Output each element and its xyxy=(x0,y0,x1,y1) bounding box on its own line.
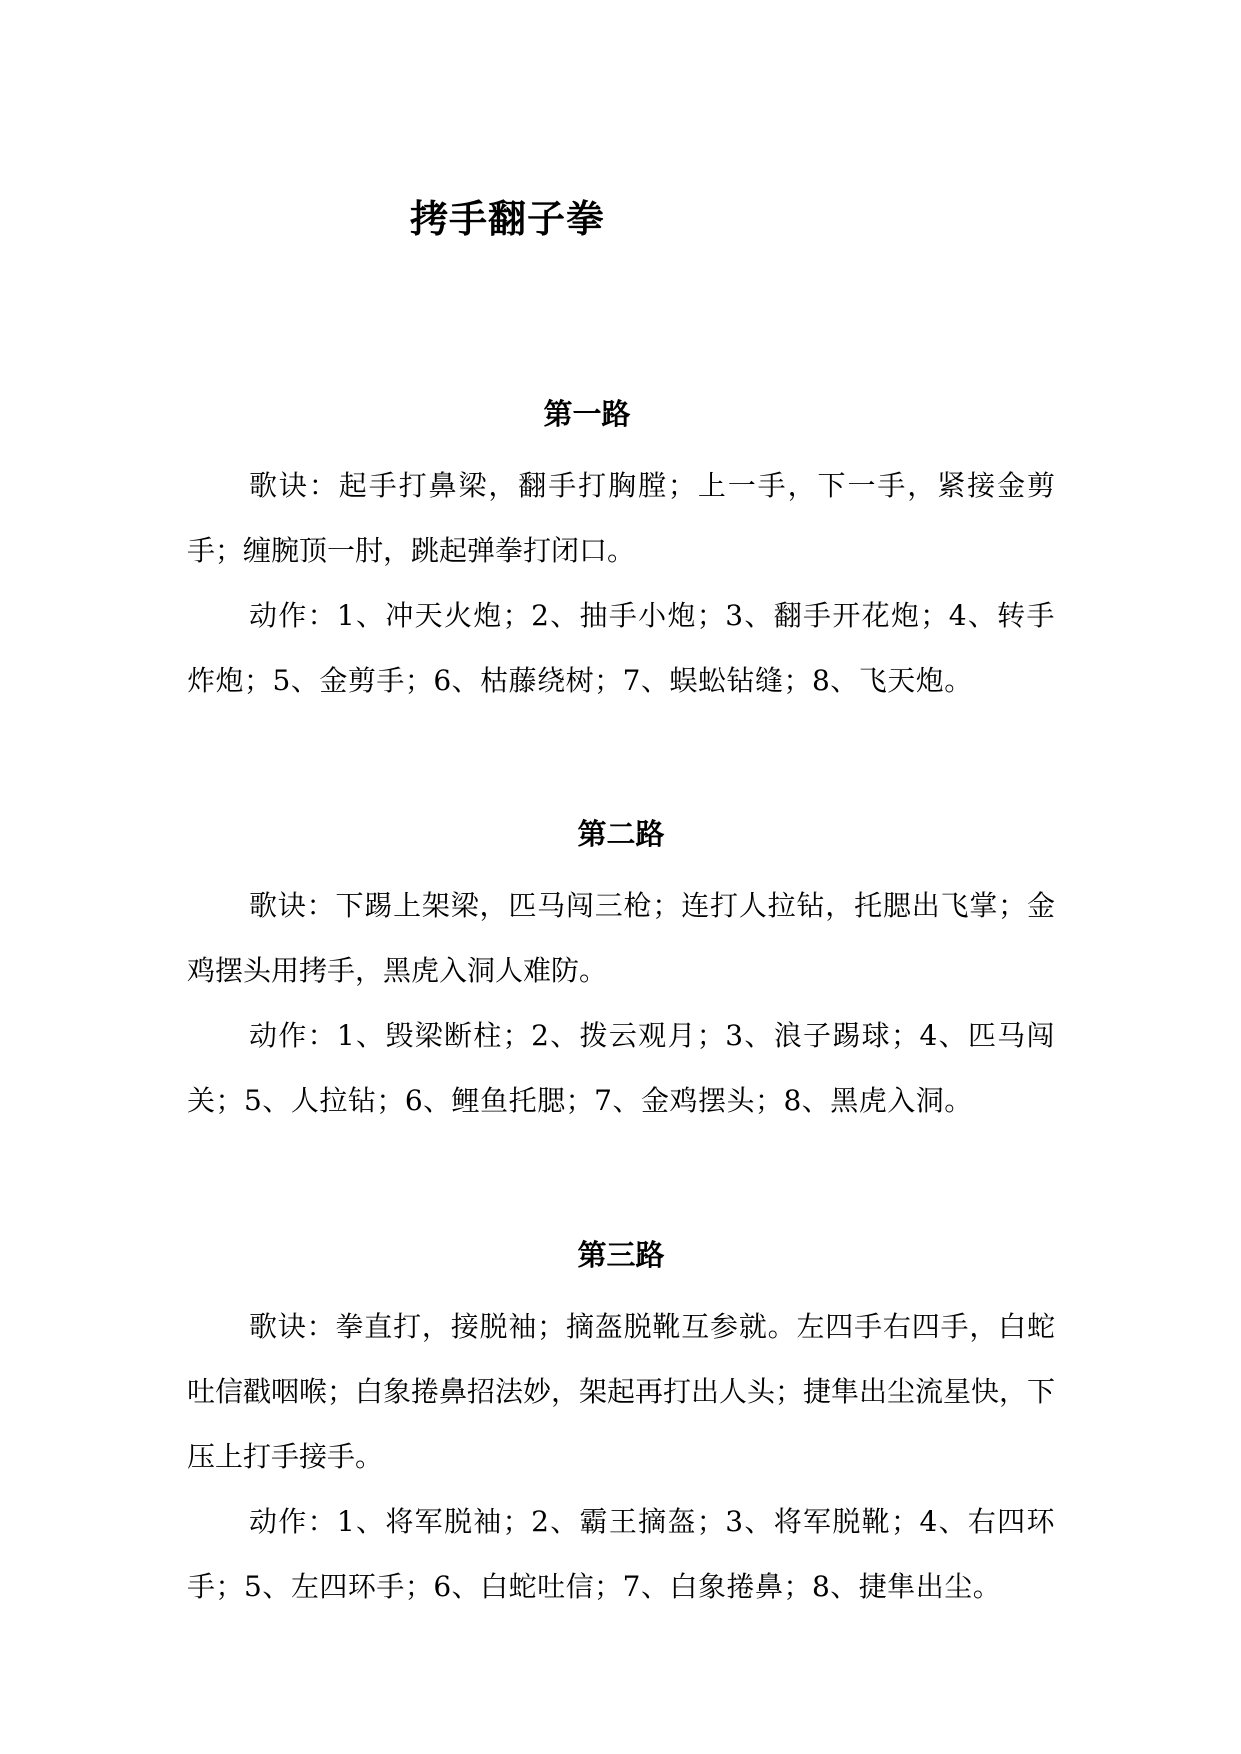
section-song-text: 歌诀：起手打鼻梁，翻手打胸膛；上一手，下一手，紧接金剪手；缠腕顶一肘，跳起弹拳打闭口。 xyxy=(187,469,1055,567)
section-3 xyxy=(187,1233,1055,1619)
document-title: 拷手翻子拳 xyxy=(410,197,606,241)
section-moves-text: 动作：1、冲天火炮；2、抽手小炮；3、翻手开花炮；4、转手炸炮；5、金剪手；6、枯藤绕树；7、蜈蚣钻缝；8、飞天炮。 xyxy=(187,599,1055,697)
section-heading: 第二路 xyxy=(577,817,665,851)
section-moves-text: 动作：1、毁梁断柱；2、拨云观月；3、浪子踢球；4、匹马闯关；5、人拉钻；6、鲤鱼托腮；7、金鸡摆头；8、黑虎入洞。 xyxy=(187,1019,1055,1117)
section-heading: 第一路 xyxy=(543,397,631,431)
section-heading: 第三路 xyxy=(577,1238,665,1272)
section-song-text: 歌诀：下踢上架梁，匹马闯三枪；连打人拉钻，托腮出飞掌；金鸡摆头用拷手，黑虎入洞人难防。 xyxy=(187,889,1055,987)
section-moves-text: 动作：1、将军脱袖；2、霸王摘盔；3、将军脱靴；4、右四环手；5、左四环手；6、白蛇吐信；7、白象捲鼻；8、捷隼出尘。 xyxy=(187,1505,1055,1603)
section-2 xyxy=(187,812,1055,1133)
section-1 xyxy=(187,392,1055,713)
section-song-text: 歌诀：拳直打，接脱袖；摘盔脱靴互参就。左四手右四手，白蛇吐信戳咽喉；白象捲鼻招法妙，架起再打出人头；捷隼出尘流星快，下压上打手接手。 xyxy=(187,1310,1056,1473)
